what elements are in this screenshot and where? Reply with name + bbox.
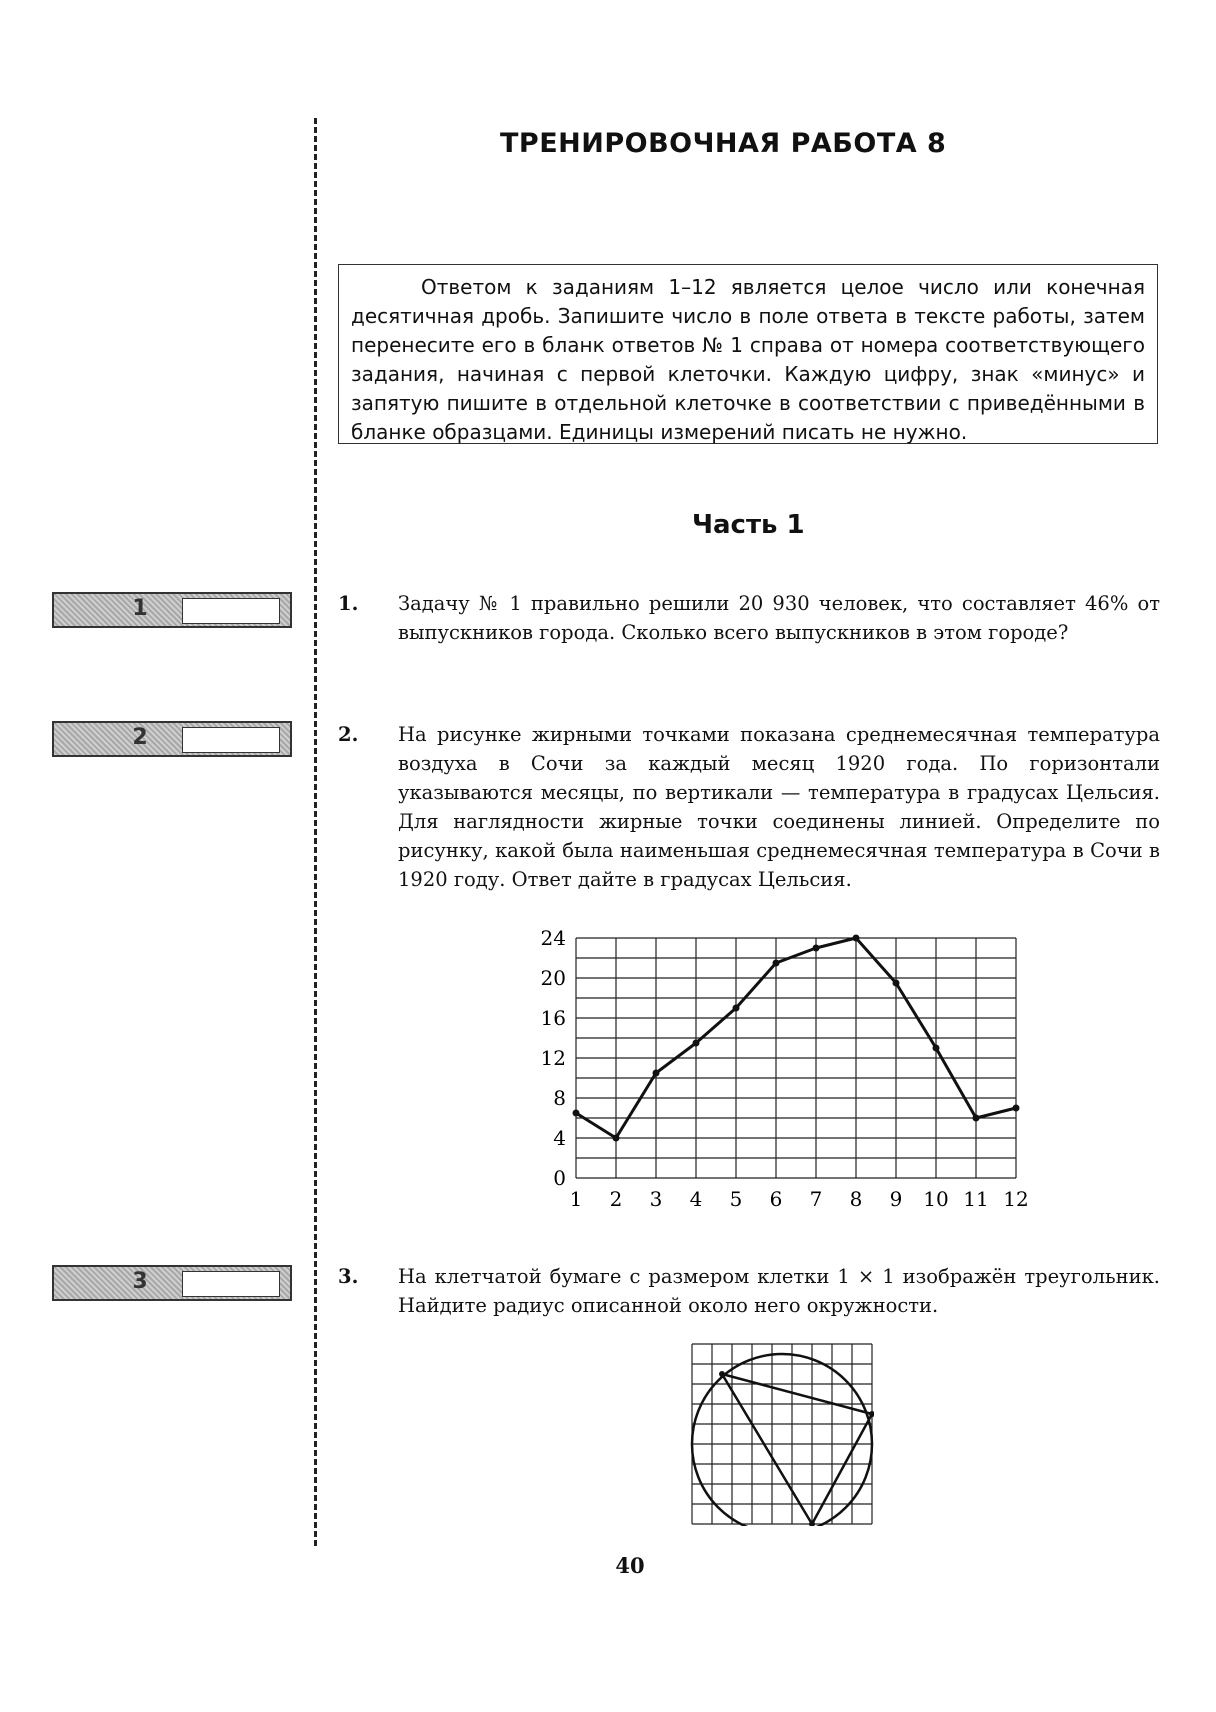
temperature-chart <box>520 918 1030 1218</box>
x-tick-label: 11 <box>963 1187 989 1211</box>
x-tick-label: 8 <box>849 1187 863 1211</box>
y-tick-label: 24 <box>540 926 566 950</box>
x-tick-label: 3 <box>649 1187 663 1211</box>
triangle-vertex <box>719 1371 725 1377</box>
circumscribed-circle <box>692 1354 872 1526</box>
y-tick-label: 20 <box>540 966 566 990</box>
answer-field-3[interactable] <box>182 1271 280 1297</box>
task-2 <box>338 720 1160 894</box>
task-number: 1. <box>338 592 359 615</box>
y-tick-label: 16 <box>540 1006 566 1030</box>
data-point <box>573 1110 580 1117</box>
y-tick-label: 8 <box>553 1086 566 1110</box>
triangle <box>722 1374 872 1524</box>
data-point <box>1013 1105 1020 1112</box>
task-1 <box>338 589 1160 647</box>
task-text: Задачу № 1 правильно решили 20 930 человек, что составляет 46% от выпускников города. Сколько всего выпускников в этом городе? <box>398 592 1160 644</box>
data-point <box>693 1040 700 1047</box>
data-point <box>653 1070 660 1077</box>
data-point <box>853 935 860 942</box>
answer-box-number: 3 <box>132 1269 148 1294</box>
x-tick-label: 12 <box>1003 1187 1029 1211</box>
x-tick-label: 6 <box>769 1187 783 1211</box>
answer-box-1 <box>52 592 292 628</box>
data-point <box>933 1045 940 1052</box>
task-text: На рисунке жирными точками показана среднемесячная температура воздуха в Сочи за каждый месяц 1920 года. По горизонтали указываются месяцы, по вертикали — температура в градусах Цельсия. Для наглядности жирные точки соединены линией. Определите по рисунку, какой была наименьшая среднемесячная температура в Сочи в 1920 году. Ответ дайте в градусах Цельсия. <box>398 723 1160 891</box>
x-tick-label: 2 <box>609 1187 623 1211</box>
x-tick-label: 1 <box>569 1187 583 1211</box>
data-point <box>773 960 780 967</box>
answer-box-number: 2 <box>132 725 148 750</box>
y-tick-label: 12 <box>540 1046 566 1070</box>
triangle-circle-figure <box>690 1342 874 1526</box>
page-number: 40 <box>615 1553 645 1578</box>
y-tick-label: 0 <box>553 1166 566 1190</box>
task-text: На клетчатой бумаге с размером клетки 1 × 1 изображён треугольник. Найдите радиус описанной около него окружности. <box>398 1265 1160 1317</box>
x-tick-label: 10 <box>923 1187 949 1211</box>
task-3 <box>338 1262 1160 1320</box>
answer-box-number: 1 <box>132 596 148 621</box>
task-number: 3. <box>338 1265 359 1288</box>
cut-line <box>314 118 317 1546</box>
data-point <box>893 980 900 987</box>
answer-field-2[interactable] <box>182 727 280 753</box>
answer-box-3 <box>52 1265 292 1301</box>
x-tick-label: 7 <box>809 1187 823 1211</box>
data-point <box>733 1005 740 1012</box>
answer-field-1[interactable] <box>182 598 280 624</box>
instructions-box: Ответом к заданиям 1–12 является целое число или конечная десятичная дробь. Запишите число в поле ответа в тексте работы, затем перенесите его в бланк ответов № 1 справа от номера соответствующего задания, начиная с первой клеточки. Каждую цифру, знак «минус» и запятую пишите в отдельной клеточке в соответствии с приведёнными в бланке образцами. Единицы измерений писать не нужно. <box>338 264 1158 444</box>
x-tick-label: 4 <box>689 1187 703 1211</box>
y-tick-label: 4 <box>553 1126 566 1150</box>
page-title: ТРЕНИРОВОЧНАЯ РАБОТА 8 <box>500 128 947 159</box>
x-tick-label: 9 <box>889 1187 903 1211</box>
x-tick-label: 5 <box>729 1187 743 1211</box>
task-number: 2. <box>338 723 359 746</box>
answer-box-2 <box>52 721 292 757</box>
data-point <box>813 945 820 952</box>
data-point <box>613 1135 620 1142</box>
part-title: Часть 1 <box>692 510 805 540</box>
data-point <box>973 1115 980 1122</box>
